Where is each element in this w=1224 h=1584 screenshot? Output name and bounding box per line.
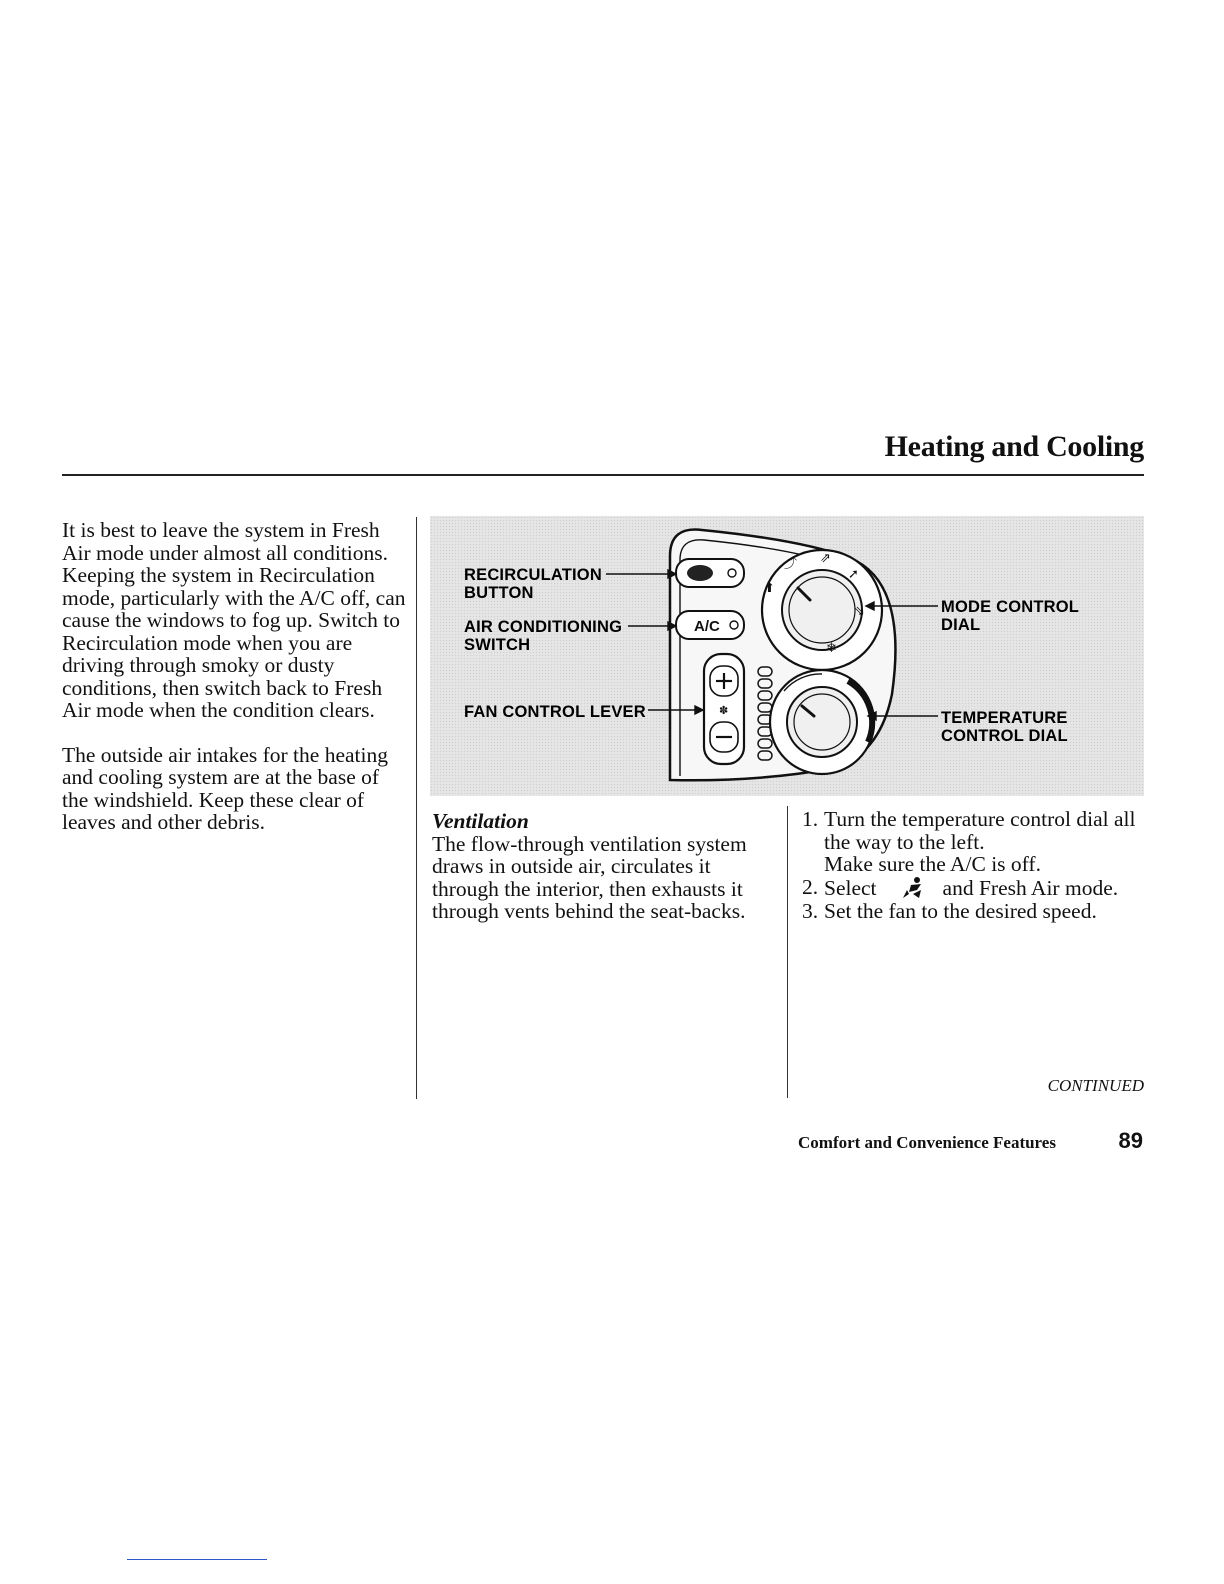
temperature-control-dial-callout: TEMPERATURE CONTROL DIAL (941, 709, 1068, 745)
step-number: 3. (802, 898, 819, 923)
floor-vent-mode-icon (897, 876, 931, 900)
temperature-dial-knob (787, 687, 857, 757)
air-conditioning-switch-callout: AIR CONDITIONING SWITCH (464, 618, 623, 654)
step-text: Set the fan to the desired speed. (824, 898, 1097, 923)
step-text-before: Select (824, 875, 877, 900)
mode-dial-knob (782, 570, 862, 650)
left-column (62, 519, 408, 856)
step-text-after: and Fresh Air mode. (942, 875, 1119, 900)
column-divider-right (787, 806, 788, 1098)
svg-text:❄: ❄ (826, 641, 837, 656)
header-rule (62, 474, 1144, 476)
ventilation-section (432, 810, 777, 923)
fan-icon: ✽ (719, 704, 729, 717)
ventilation-heading: Ventilation (432, 809, 529, 833)
ventilation-body: The flow-through ventilation system draws in outside air, circulates it through the interior, then exhausts it through vents behind the seat-backs. (432, 831, 747, 923)
svg-text:⤴: ⤴ (784, 557, 798, 572)
svg-text:⇗: ⇗ (820, 551, 831, 566)
climate-control-figure (430, 516, 1144, 796)
recirculation-button-callout: RECIRCULATION BUTTON (464, 566, 602, 602)
fan-control-lever-callout: FAN CONTROL LEVER (464, 703, 646, 721)
svg-text:⇘: ⇘ (854, 604, 865, 619)
paragraph-air-intakes: The outside air intakes for the heating and cooling system are at the base of the windshield. Keep these clear of leaves and other debris. (62, 742, 388, 834)
svg-text:➚: ➚ (848, 567, 859, 582)
footer-section-title: Comfort and Convenience Features (798, 1133, 1056, 1152)
footer-mark (127, 1559, 267, 1560)
step-note: Make sure the A/C is off. (824, 852, 1041, 876)
mode-control-dial-callout: MODE CONTROL DIAL (941, 598, 1080, 634)
recirculation-icon (687, 565, 713, 581)
steps-list (802, 808, 1147, 922)
ac-button-text: A/C (694, 618, 720, 635)
step-number: 2. (802, 874, 819, 899)
page-number: 89 (1118, 1128, 1143, 1153)
step-3 (802, 900, 1147, 923)
svg-text:⬆: ⬆ (764, 581, 775, 596)
step-number: 1. (802, 807, 819, 831)
continued-label: CONTINUED (1047, 1076, 1144, 1095)
control-panel-illustration (430, 516, 1144, 796)
step-1 (802, 808, 1147, 876)
column-divider-left (416, 517, 417, 1099)
page-title: Heating and Cooling (884, 430, 1144, 463)
step-2 (802, 876, 1147, 900)
paragraph-recirculation: It is best to leave the system in Fresh Air mode under almost all conditions. Keeping the system in Recirculation mode, particularly with the A/C off, can cause the windows to fog up. Switch to Recirculation mode when you are driving through smoky or dusty conditions, then switch back to Fresh Air mode when the condition clears. (62, 518, 406, 722)
step-text: Turn the temperature control dial all the way to the left. (824, 807, 1136, 854)
